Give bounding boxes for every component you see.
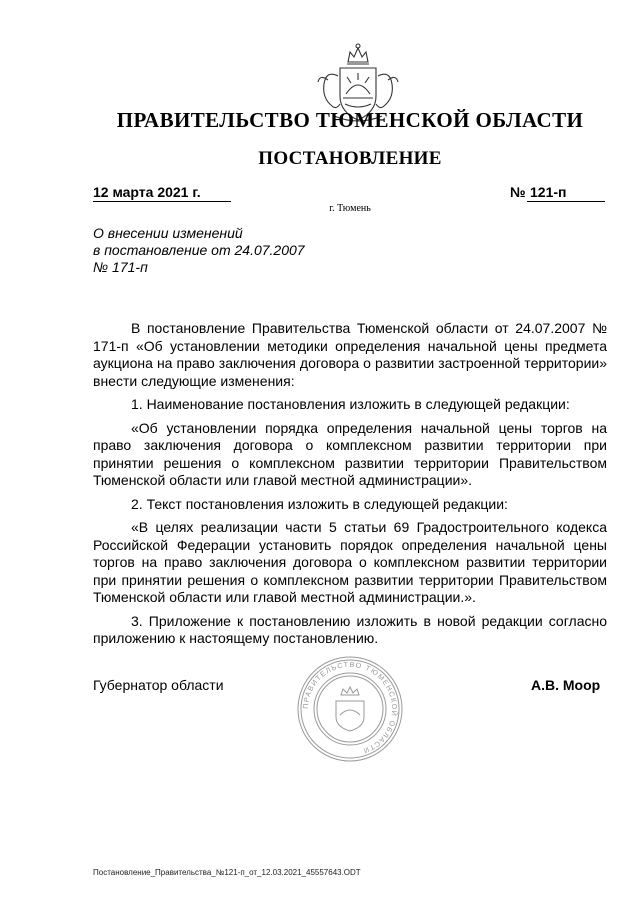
footer-filename: Постановление_Правительства_№121-п_от_12.03.2021_45557643.ODT [93,868,361,877]
subject-line: № 171-п [93,259,148,275]
seal-text: ПРАВИТЕЛЬСТВО ТЮМЕНСКОЙ ОБЛАСТИ [300,659,400,756]
body-paragraph: 2. Текст постановления изложить в следующей редакции: [131,495,508,512]
signer-position: Губернатор области [93,677,224,693]
document-date: 12 марта 2021 г. [93,184,231,202]
document-city: г. Тюмень [329,203,371,214]
number-sign: № [510,184,526,200]
body-paragraph: «В целях реализации части 5 статьи 69 Градостроительного кодекса Российской Федерации установить порядок определения начальной цены торгов на право заключения договора о комплексном развитии территории при принятии решения о комплексном развитии территории Правительством Тюменской области или главой местной администрации.». [93,519,607,605]
body-paragraph: В постановление Правительства Тюменской области от 24.07.2007 № 171-п «Об установлении методики определения начальной цены предмета аукциона на право заключения договора о развитии застроенной территории» внести следующие изменения: [93,320,607,389]
body-paragraph: «Об установлении порядка определения начальной цены торгов на право заключения договора о комплексном развитии территории при принятии решения о комплексном развитии территории Правительством Тюменской области или главой местной администрации». [93,419,607,488]
document-number: 121-п [527,184,605,202]
body-paragraph: 3. Приложение к постановлению изложить в новой редакции согласно приложению к настоящему постановлению. [93,612,607,646]
official-seal-icon [296,655,404,763]
body-paragraph: 1. Наименование постановления изложить в следующей редакции: [131,396,570,412]
document-subject [93,225,305,276]
government-title: ПРАВИТЕЛЬСТВО ТЮМЕНСКОЙ ОБЛАСТИ [116,108,584,132]
signer-name: А.В. Моор [531,677,601,693]
subject-line: О внесении изменений [93,225,243,241]
document-type: ПОСТАНОВЛЕНИЕ [258,148,442,169]
document-body [93,320,607,654]
subject-line: в постановление от 24.07.2007 [93,242,305,258]
svg-text:ПРАВИТЕЛЬСТВО ТЮМЕНСКОЙ ОБЛАСТ [301,660,399,756]
